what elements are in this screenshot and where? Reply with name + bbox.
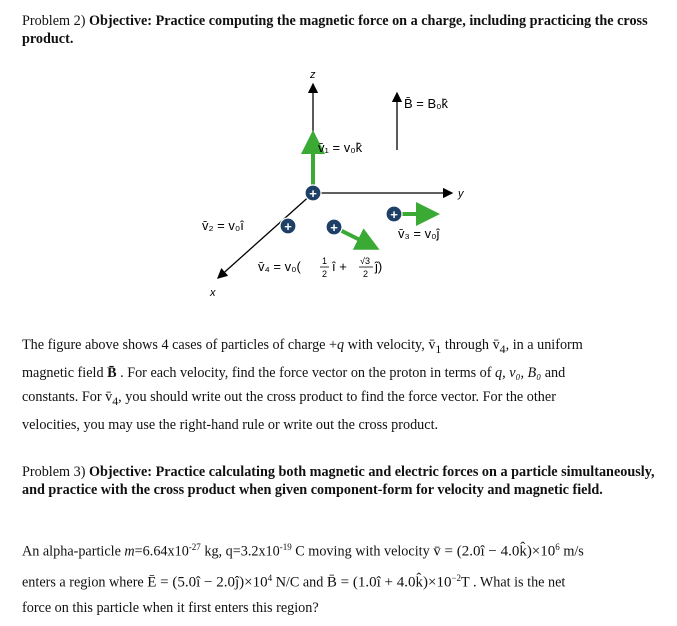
p2-line2: magnetic field B̄ . For each velocity, find the force vector on the proton in terms of q, v₀, B₀ and [22, 364, 566, 381]
problem2-lead: Problem 2) [22, 13, 89, 29]
z-axis-label: z [310, 69, 316, 81]
coordinate-figure [0, 0, 677, 310]
v4-label [258, 256, 382, 279]
problem3-objective: Objective: Practice calculating both magnetic and electric forces on a particle simultaneously, and practice with the cross product when given component-form for velocity and magnetic field. [22, 464, 655, 498]
v4-i-plus: î + [332, 259, 347, 274]
p3-line3: force on this particle when it first enters this region? [22, 600, 319, 617]
b-field-label: B̄ = B₀k̂ [404, 96, 449, 111]
y-axis-label: y [458, 188, 464, 200]
problem3-body [22, 534, 662, 621]
charge-v3-sign: + [390, 207, 398, 222]
v4-j-close: ĵ) [375, 259, 383, 274]
v4-label-lead: v̄₄ = v₀( [258, 259, 301, 274]
p3-line1: An alpha-particle $m=6.64x10^{-27}$ kg, $q=3.2x10^{-19}$ C moving with velocity v̄ = (2.0î − $4.0k̂)\times 10^6$ m/s [22, 542, 584, 560]
problem2-paragraph [22, 333, 662, 437]
v4-frac2-num: √3 [360, 256, 370, 266]
v3-label: v̄₃ = v₀ĵ [398, 226, 440, 241]
problem3-heading [22, 463, 662, 499]
x-axis-label: x [210, 287, 216, 299]
charge-v4-sign: + [330, 220, 338, 235]
p2-line3: constants. For $v̄_4$, you should write out the cross product to find the force vector. For the other [22, 388, 556, 408]
v4-frac2-den: 2 [363, 269, 369, 279]
charge-origin-sign: + [309, 186, 317, 201]
problem2-objective: Objective: Practice computing the magnetic force on a charge, including practicing the cross product. [22, 13, 648, 47]
v2-label: v̄₂ = v₀î [202, 218, 244, 233]
problem3-lead: Problem 3) [22, 464, 89, 480]
charge-v2-sign: + [284, 219, 292, 234]
p2-line1: The figure above shows 4 cases of particles of charge +q with velocity, $v̄_1$ through $v̄_4$, in a uniform [22, 337, 583, 356]
v4-frac1-den: 2 [322, 269, 328, 279]
v4-vector [338, 229, 376, 248]
v1-label: v̄₁ = v₀k̂ [318, 140, 363, 155]
v4-frac1-num: 1 [322, 256, 328, 266]
p3-line2: enters a region where Ē = (5.0î − $2.0ĵ)\times 10^4$ N/C and B̄ = (1.0î + $4.0k̂)\times 10^{-2}T$ . What is the net [22, 572, 566, 591]
p2-line4: velocities, you may use the right-hand rule or write out the cross product. [22, 416, 439, 433]
